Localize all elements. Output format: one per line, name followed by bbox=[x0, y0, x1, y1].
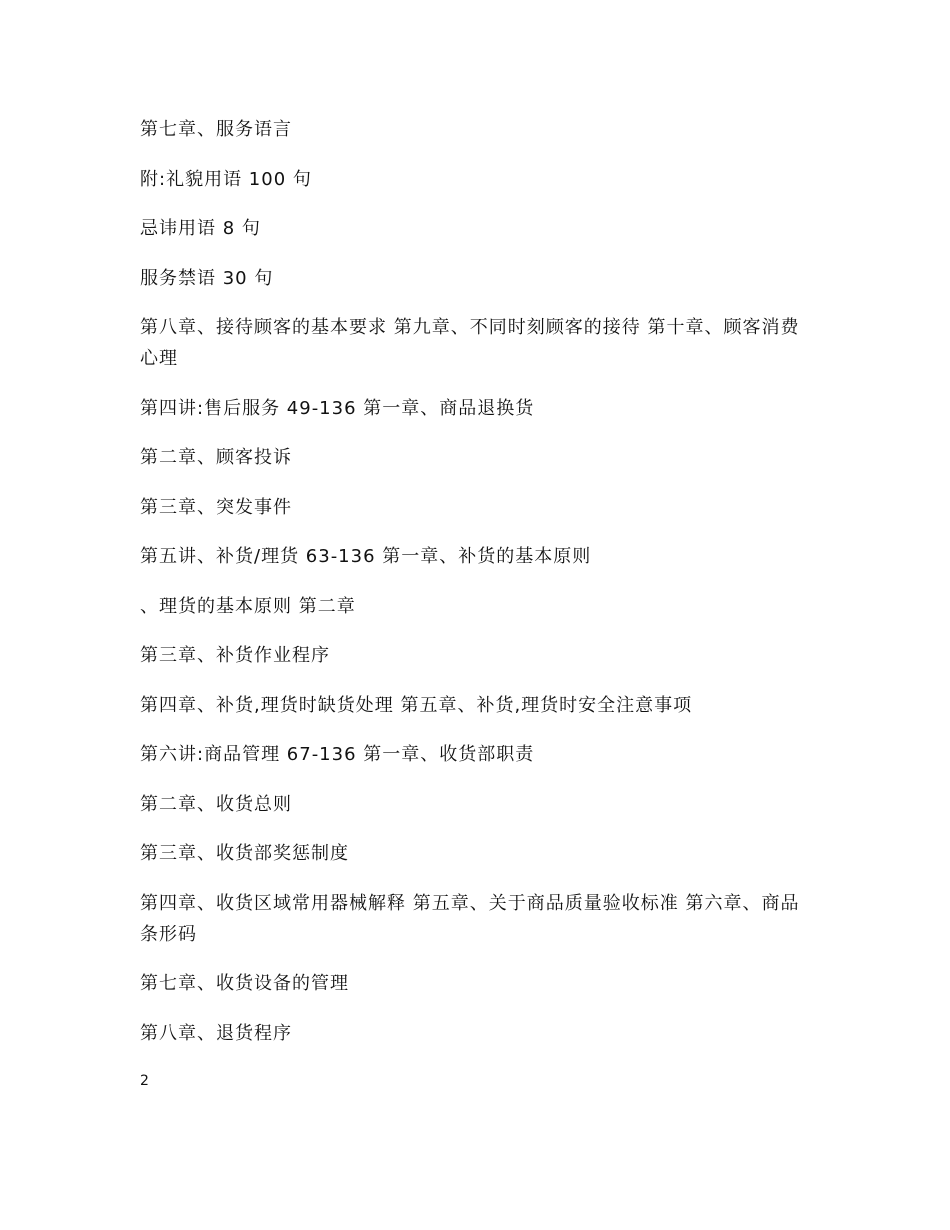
toc-line: 第七章、服务语言 bbox=[140, 119, 292, 140]
toc-line: 忌讳用语 8 句 bbox=[140, 218, 261, 239]
toc-line: 第六讲:商品管理 67-136 第一章、收货部职责 bbox=[140, 744, 535, 765]
toc-line: 第四章、补货,理货时缺货处理 第五章、补货,理货时安全注意事项 bbox=[140, 694, 693, 716]
table-of-contents bbox=[140, 114, 815, 1067]
toc-line: 第五讲、补货/理货 63-136 第一章、补货的基本原则 bbox=[140, 546, 592, 567]
toc-line: 第八章、退货程序 bbox=[140, 1022, 292, 1044]
toc-line: 第三章、补货作业程序 bbox=[140, 645, 330, 666]
toc-line: 第二章、顾客投诉 bbox=[140, 447, 292, 468]
toc-line: 第二章、收货总则 bbox=[140, 793, 292, 815]
toc-line: 第八章、接待顾客的基本要求 第九章、不同时刻顾客的接待 第十章、顾客消费心理 bbox=[140, 317, 800, 369]
toc-line: 第四章、收货区域常用器械解释 第五章、关于商品质量验收标准 第六章、商品条形码 bbox=[140, 892, 800, 945]
toc-line: 、理货的基本原则 第二章 bbox=[140, 595, 356, 617]
toc-line: 第三章、收货部奖惩制度 bbox=[140, 843, 349, 864]
toc-line: 附:礼貌用语 100 句 bbox=[140, 168, 312, 190]
toc-line: 第三章、突发事件 bbox=[140, 496, 292, 518]
toc-line: 第七章、收货设备的管理 bbox=[140, 973, 349, 994]
page-number: 2 bbox=[140, 1073, 149, 1089]
toc-line: 服务禁语 30 句 bbox=[140, 267, 274, 289]
toc-line: 第四讲:售后服务 49-136 第一章、商品退换货 bbox=[140, 397, 535, 419]
